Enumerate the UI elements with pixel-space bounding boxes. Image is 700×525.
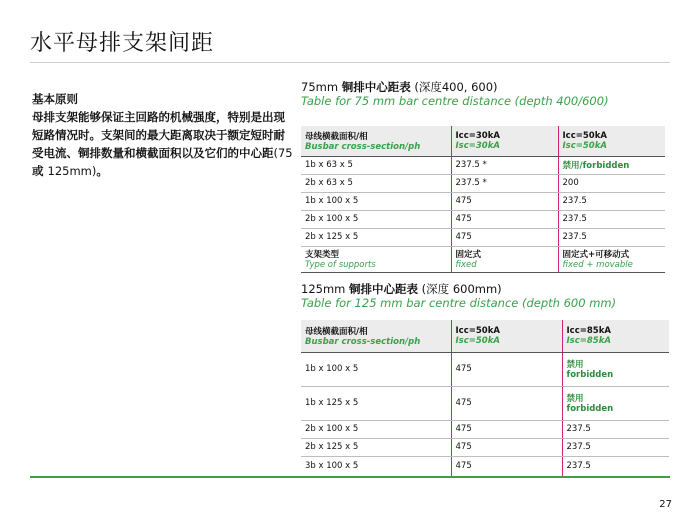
table-cell: 237.5 [558, 192, 665, 210]
table-cell: 200 [558, 174, 665, 192]
table-cell: 237.5 [558, 210, 665, 228]
table-cell-forbidden: 禁用/forbidden [558, 156, 665, 174]
table-cell: 237.5 * [451, 174, 558, 192]
table1-75mm [301, 126, 665, 273]
table2-caption-depth: (深度 600mm) [421, 282, 502, 296]
table1-header-cell [558, 126, 665, 156]
table2-header-cell [301, 320, 451, 352]
table-cell: 237.5 [562, 420, 669, 438]
table2-caption-en: Table for 125 mm bar centre distance (depth 600 mm) [301, 296, 617, 310]
table-cell: 475 [451, 456, 562, 476]
footer-en: fixed [455, 260, 477, 270]
principle-body-main: 母排支架能够保证主回路的机械强度，特别是出现短路情况时。支架间的最大距离取决于额定短时耐受电流、铜排数量和横截面积以及它们的中心距 [32, 110, 285, 160]
footer-cell [301, 246, 451, 272]
table-cell-forbidden [562, 386, 669, 420]
table-cell: 3b x 100 x 5 [301, 456, 451, 476]
table1-caption-en: Table for 75 mm bar centre distance (depth 400/600) [301, 94, 609, 108]
title-divider [30, 62, 670, 63]
bottom-divider [30, 476, 670, 478]
header-en: Isc=50kA [562, 140, 607, 151]
table-row [301, 174, 665, 192]
table1-header-row [301, 126, 665, 156]
table-cell: 475 [451, 420, 562, 438]
table-cell: 475 [451, 352, 562, 386]
table1-header-cell [451, 126, 558, 156]
table2-header-cell [451, 320, 562, 352]
table2-caption-title: 铜排中心距表 [349, 282, 419, 296]
header-en: Busbar cross-section/ph [305, 141, 421, 152]
footer-cell [558, 246, 665, 272]
footer-cn: 固定式 [455, 250, 482, 260]
forbidden-cn: 禁用 [566, 360, 584, 370]
table-cell: 237.5 [558, 228, 665, 246]
table-cell: 475 [451, 438, 562, 456]
table-cell: 475 [451, 192, 558, 210]
table-cell: 2b x 100 x 5 [301, 210, 451, 228]
header-cn: Icc=30kA [455, 130, 500, 141]
table-row [301, 438, 669, 456]
table-cell: 475 [451, 228, 558, 246]
header-en: Isc=50kA [455, 335, 500, 346]
principle-heading: 基本原则 [32, 92, 78, 106]
table-row [301, 228, 665, 246]
header-cn: Icc=50kA [562, 130, 607, 141]
forbidden-en: forbidden [566, 404, 614, 414]
footer-cell [451, 246, 558, 272]
table-cell: 237.5 [562, 438, 669, 456]
table1-footer-row [301, 246, 665, 272]
table-row [301, 352, 669, 386]
table-cell: 475 [451, 386, 562, 420]
footer-en: fixed + movable [562, 260, 633, 270]
footer-cn: 固定式+可移动式 [562, 250, 630, 260]
principle-body-or: 或 [32, 164, 44, 178]
table-cell: 2b x 125 x 5 [301, 438, 451, 456]
table-cell: 2b x 100 x 5 [301, 420, 451, 438]
table2-caption-prefix: 125mm [301, 282, 346, 296]
header-en: Busbar cross-section/ph [305, 336, 421, 347]
footer-en: Type of supports [305, 260, 376, 270]
table-row [301, 386, 669, 420]
table2-caption [301, 282, 661, 310]
header-cn: 母线横截面积/相 [305, 326, 368, 337]
table-row [301, 456, 669, 476]
table-cell: 1b x 125 x 5 [301, 386, 451, 420]
table-cell-forbidden [562, 352, 669, 386]
table1-caption-prefix: 75mm [301, 80, 339, 94]
principle-body-value: (75 [273, 146, 293, 160]
table-cell: 2b x 63 x 5 [301, 174, 451, 192]
page-title: 水平母排支架间距 [30, 31, 215, 56]
forbidden-cn: 禁用 [566, 394, 584, 404]
table1-caption-cn [301, 80, 661, 94]
header-cn: Icc=85kA [566, 325, 611, 336]
table2-125mm [301, 320, 669, 477]
principle-body-end: 。 [96, 164, 108, 178]
principle-body-value2: 125mm) [47, 164, 97, 178]
header-en: Isc=30kA [455, 140, 500, 151]
header-cn: Icc=50kA [455, 325, 500, 336]
table-cell: 475 [451, 210, 558, 228]
table-row [301, 420, 669, 438]
table-row [301, 210, 665, 228]
table-row [301, 156, 665, 174]
footer-cn: 支架类型 [305, 250, 340, 260]
table-cell: 1b x 100 x 5 [301, 192, 451, 210]
principle-body [32, 108, 294, 180]
principle-text-block [32, 90, 294, 180]
table2-header-cell [562, 320, 669, 352]
table2-caption-cn [301, 282, 661, 296]
table-cell: 237.5 [562, 456, 669, 476]
table-cell: 1b x 100 x 5 [301, 352, 451, 386]
table-cell: 237.5 * [451, 156, 558, 174]
table-cell: 1b x 63 x 5 [301, 156, 451, 174]
header-cn: 母线横截面积/相 [305, 131, 368, 142]
header-en: Isc=85kA [566, 335, 611, 346]
table1-caption-depth: (深度400, 600) [414, 80, 498, 94]
page-number: 27 [659, 499, 672, 510]
table-row [301, 192, 665, 210]
table2-header-row [301, 320, 669, 352]
table1-caption [301, 80, 661, 108]
table-cell: 2b x 125 x 5 [301, 228, 451, 246]
table1-header-cell [301, 126, 451, 156]
forbidden-en: forbidden [566, 370, 614, 380]
table1-caption-title: 铜排中心距表 [341, 80, 411, 94]
